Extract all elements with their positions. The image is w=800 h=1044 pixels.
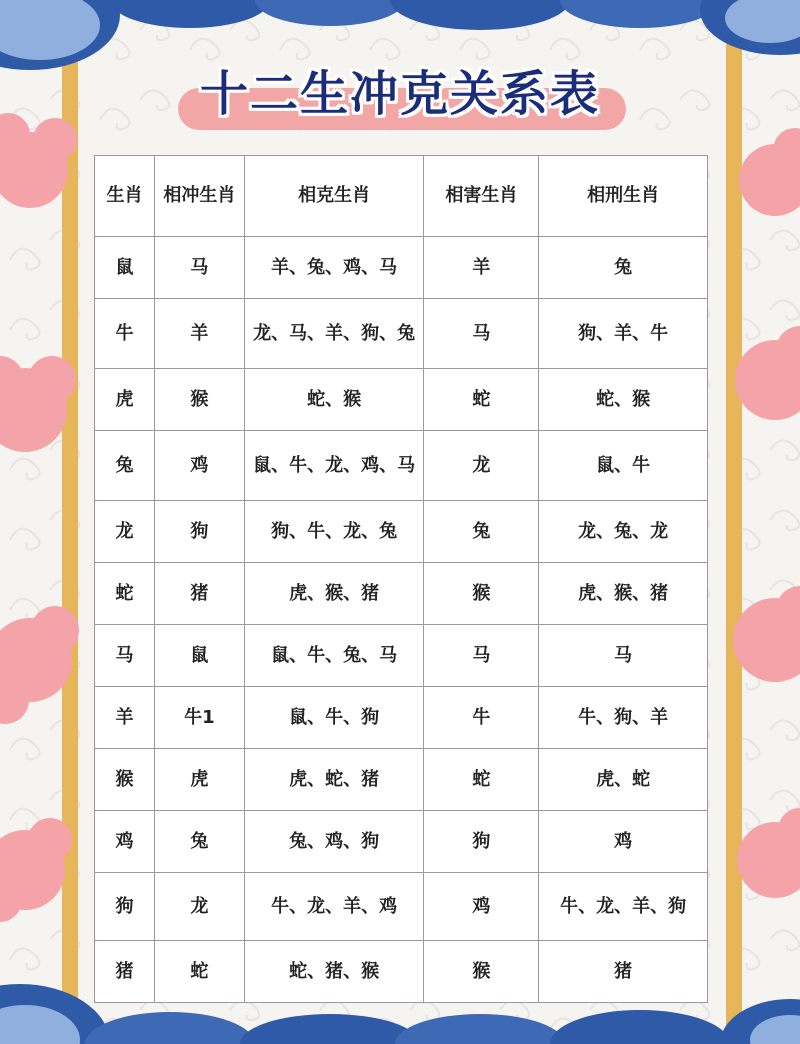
table-cell: 牛、龙、羊、鸡 (244, 873, 424, 941)
column-header: 生肖 (95, 156, 155, 237)
table-row (95, 369, 708, 431)
table-row (95, 941, 708, 1003)
table-cell: 龙 (95, 501, 155, 563)
table-cell: 羊 (424, 237, 539, 299)
table-cell: 龙、马、羊、狗、兔 (244, 299, 424, 369)
column-header: 相刑生肖 (539, 156, 708, 237)
table-cell: 马 (424, 299, 539, 369)
table-cell: 蛇、猪、猴 (244, 941, 424, 1003)
table-cell: 鼠 (95, 237, 155, 299)
page-title: 十二生冲克关系表 (199, 66, 600, 122)
table-cell: 狗 (95, 873, 155, 941)
table-cell: 狗、牛、龙、兔 (244, 501, 424, 563)
table-cell: 鸡 (539, 811, 708, 873)
table-cell: 龙 (424, 431, 539, 501)
left-gold-border (62, 32, 78, 1032)
table-cell: 羊 (95, 687, 155, 749)
table-cell: 猴 (154, 369, 244, 431)
table-row (95, 563, 708, 625)
table-cell: 马 (95, 625, 155, 687)
table-cell: 蛇 (95, 563, 155, 625)
table-cell: 狗、羊、牛 (539, 299, 708, 369)
table-cell: 兔、鸡、狗 (244, 811, 424, 873)
table-cell: 兔 (539, 237, 708, 299)
table-cell: 蛇、猴 (244, 369, 424, 431)
table-cell: 鸡 (95, 811, 155, 873)
zodiac-relations-table (94, 155, 708, 1003)
table-cell: 鼠、牛 (539, 431, 708, 501)
column-header: 相克生肖 (244, 156, 424, 237)
table-cell: 猴 (424, 941, 539, 1003)
table-cell: 虎、猴、猪 (244, 563, 424, 625)
table-row (95, 873, 708, 941)
table-cell: 猴 (95, 749, 155, 811)
table-cell: 牛、狗、羊 (539, 687, 708, 749)
table-row (95, 501, 708, 563)
table-cell: 兔 (154, 811, 244, 873)
table-cell: 羊 (154, 299, 244, 369)
table-cell: 蛇 (424, 369, 539, 431)
table-cell: 虎 (95, 369, 155, 431)
table-cell: 牛1 (154, 687, 244, 749)
table-cell: 鼠、牛、兔、马 (244, 625, 424, 687)
table-cell: 猴 (424, 563, 539, 625)
title-container (0, 62, 800, 126)
table-cell: 鼠、牛、龙、鸡、马 (244, 431, 424, 501)
table-cell: 马 (424, 625, 539, 687)
table-row (95, 299, 708, 369)
table-row (95, 749, 708, 811)
table-cell: 蛇 (154, 941, 244, 1003)
table-cell: 猪 (154, 563, 244, 625)
table-cell: 虎、猴、猪 (539, 563, 708, 625)
table-cell: 狗 (154, 501, 244, 563)
right-gold-border (726, 32, 742, 1032)
table-cell: 虎、蛇、猪 (244, 749, 424, 811)
table-cell: 猪 (95, 941, 155, 1003)
table-cell: 龙、兔、龙 (539, 501, 708, 563)
table-cell: 羊、兔、鸡、马 (244, 237, 424, 299)
table-cell: 鼠 (154, 625, 244, 687)
table-cell: 虎 (154, 749, 244, 811)
table-cell: 兔 (95, 431, 155, 501)
table-row (95, 811, 708, 873)
table-cell: 鼠、牛、狗 (244, 687, 424, 749)
table-cell: 鸡 (154, 431, 244, 501)
table-cell: 牛 (95, 299, 155, 369)
table-cell: 马 (154, 237, 244, 299)
table-header-row (95, 156, 708, 237)
table-row (95, 625, 708, 687)
table-cell: 蛇、猴 (539, 369, 708, 431)
table-row (95, 687, 708, 749)
table-cell: 狗 (424, 811, 539, 873)
table-cell: 猪 (539, 941, 708, 1003)
table-cell: 马 (539, 625, 708, 687)
table-cell: 牛、龙、羊、狗 (539, 873, 708, 941)
table-cell: 鸡 (424, 873, 539, 941)
table-cell: 龙 (154, 873, 244, 941)
table-cell: 蛇 (424, 749, 539, 811)
table-row (95, 431, 708, 501)
column-header: 相冲生肖 (154, 156, 244, 237)
table-cell: 牛 (424, 687, 539, 749)
table-cell: 兔 (424, 501, 539, 563)
column-header: 相害生肖 (424, 156, 539, 237)
table-row (95, 237, 708, 299)
table-cell: 虎、蛇 (539, 749, 708, 811)
